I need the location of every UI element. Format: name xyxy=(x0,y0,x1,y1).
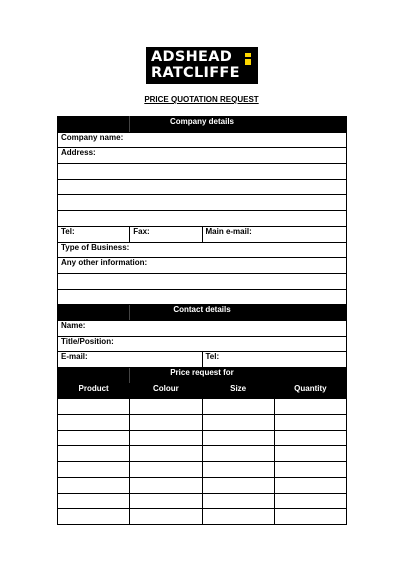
table-row xyxy=(58,446,347,462)
product-cell[interactable] xyxy=(58,509,130,525)
company-details-header: Company details xyxy=(130,117,275,133)
contact-details-header: Contact details xyxy=(130,305,275,321)
size-cell[interactable] xyxy=(202,415,274,431)
address-line[interactable] xyxy=(58,195,347,211)
quantity-cell[interactable] xyxy=(274,462,346,478)
size-cell[interactable] xyxy=(202,509,274,525)
other-info-field[interactable]: Any other information: xyxy=(58,258,347,274)
size-cell[interactable] xyxy=(202,477,274,493)
logo-accent-bar xyxy=(245,53,251,57)
colour-cell[interactable] xyxy=(130,462,202,478)
address-line[interactable] xyxy=(58,164,347,180)
size-cell[interactable] xyxy=(202,493,274,509)
quotation-form xyxy=(57,116,347,525)
colour-cell[interactable] xyxy=(130,493,202,509)
company-logo xyxy=(146,47,258,84)
table-row xyxy=(58,430,347,446)
logo-line-2: RATCLIFFE xyxy=(151,65,240,81)
size-cell[interactable] xyxy=(202,446,274,462)
section-header-company xyxy=(58,117,347,133)
section-header-contact xyxy=(58,305,347,321)
type-of-business-field[interactable]: Type of Business: xyxy=(58,242,347,258)
column-header-colour: Colour xyxy=(130,383,202,399)
column-header-product: Product xyxy=(58,383,130,399)
colour-cell[interactable] xyxy=(130,477,202,493)
table-row xyxy=(58,509,347,525)
tel-field[interactable]: Tel: xyxy=(58,226,130,242)
colour-cell[interactable] xyxy=(130,509,202,525)
contact-name-field[interactable]: Name: xyxy=(58,320,347,336)
column-header-quantity: Quantity xyxy=(274,383,346,399)
product-cell[interactable] xyxy=(58,415,130,431)
table-row xyxy=(58,399,347,415)
product-cell[interactable] xyxy=(58,430,130,446)
logo-line-1: ADSHEAD xyxy=(151,49,233,65)
quantity-cell[interactable] xyxy=(274,399,346,415)
colour-cell[interactable] xyxy=(130,399,202,415)
address-field[interactable]: Address: xyxy=(58,148,347,164)
table-row xyxy=(58,493,347,509)
address-line[interactable] xyxy=(58,179,347,195)
price-request-header: Price request for xyxy=(130,368,275,384)
quantity-cell[interactable] xyxy=(274,493,346,509)
column-header-size: Size xyxy=(202,383,274,399)
quantity-cell[interactable] xyxy=(274,430,346,446)
fax-field[interactable]: Fax: xyxy=(130,226,202,242)
other-info-line[interactable] xyxy=(58,289,347,305)
company-name-field[interactable]: Company name: xyxy=(58,132,347,148)
colour-cell[interactable] xyxy=(130,430,202,446)
colour-cell[interactable] xyxy=(130,446,202,462)
product-cell[interactable] xyxy=(58,477,130,493)
quantity-cell[interactable] xyxy=(274,477,346,493)
main-email-field[interactable]: Main e-mail: xyxy=(202,226,347,242)
logo-accent-bar xyxy=(245,59,251,65)
table-row xyxy=(58,462,347,478)
quantity-cell[interactable] xyxy=(274,509,346,525)
address-line[interactable] xyxy=(58,211,347,227)
quantity-cell[interactable] xyxy=(274,446,346,462)
contact-tel-field[interactable]: Tel: xyxy=(202,352,347,368)
document-title: PRICE QUOTATION REQUEST xyxy=(144,95,259,104)
contact-email-field[interactable]: E-mail: xyxy=(58,352,203,368)
section-header-price-request xyxy=(58,368,347,384)
table-row xyxy=(58,415,347,431)
product-cell[interactable] xyxy=(58,462,130,478)
price-request-column-headers xyxy=(58,383,347,399)
size-cell[interactable] xyxy=(202,462,274,478)
size-cell[interactable] xyxy=(202,430,274,446)
title-position-field[interactable]: Title/Position: xyxy=(58,336,347,352)
other-info-line[interactable] xyxy=(58,273,347,289)
colour-cell[interactable] xyxy=(130,415,202,431)
table-row xyxy=(58,477,347,493)
product-cell[interactable] xyxy=(58,446,130,462)
quantity-cell[interactable] xyxy=(274,415,346,431)
size-cell[interactable] xyxy=(202,399,274,415)
product-cell[interactable] xyxy=(58,399,130,415)
product-cell[interactable] xyxy=(58,493,130,509)
